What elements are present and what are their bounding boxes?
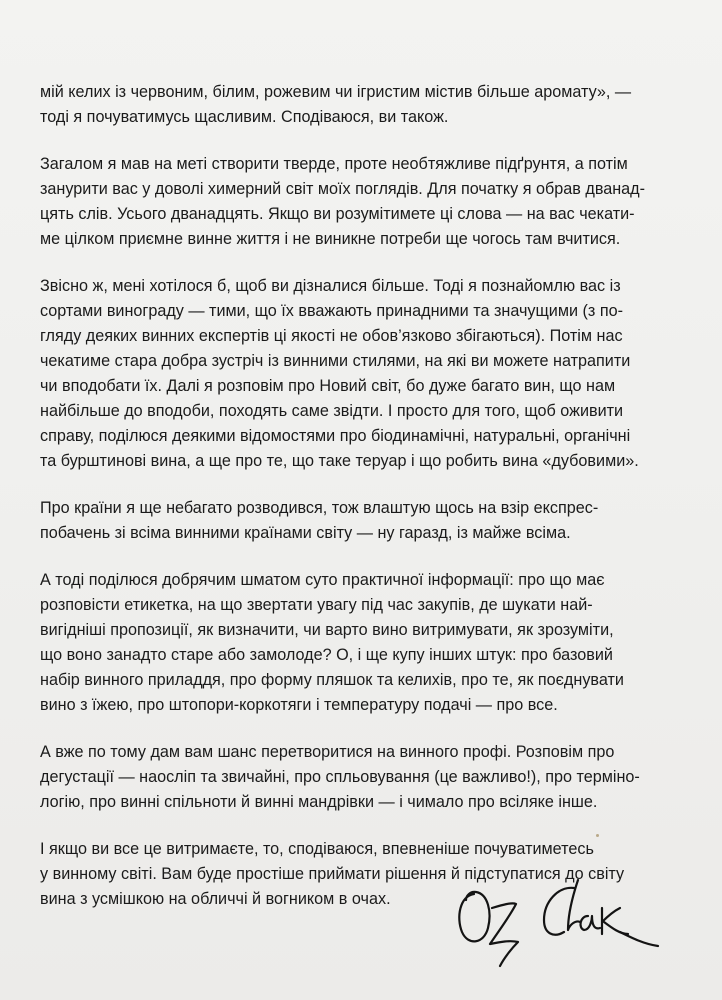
text-line: мій келих із червоним, білим, рожевим чи ігристим містив більше аромату», — [40,83,632,101]
text-line: дегустації — наосліп та звичайні, про спльовування (це важливо!), про терміно- [40,768,640,786]
text-line: чи вподобати їх. Далі я розповім про Новий світ, бо дуже багато вин, що нам [40,377,616,395]
text-line: цять слів. Усього дванадцять. Якщо ви розумітимете ці слова — на вас чекати- [40,205,635,223]
text-line: І якщо ви все це витримаєте, то, сподіваюся, впевненіше почуватиметесь [40,840,594,858]
text-line: ме цілком приємне винне життя і не виникне потреби ще чогось там вчитися. [40,230,621,248]
text-line: розповісти етикетка, на що звертати увагу під час закупів, де шукати най- [40,596,593,614]
text-line: побачень зі всіма винними країнами світу — ну гаразд, із майже всіма. [40,524,571,542]
text-line: у винному світі. Вам буде простіше приймати рішення й підступатися до світу [40,865,625,883]
body-text [40,80,690,934]
text-line: занурити вас у доволі химерний світ моїх поглядів. Для початку я обрав дванад- [40,180,646,198]
text-line: логію, про винні спільноти й винні мандрівки — і чимало про всіляке інше. [40,793,598,811]
text-line: гляду деяких винних експертів ці якості не обов’язково збігаються). Потім нас [40,327,623,345]
text-line: та бурштинові вина, а ще про те, що таке теруар і що робить вина «дубовими». [40,452,639,470]
text-line: А тоді поділюся добрячим шматом суто практичної інформації: про що має [40,571,605,589]
text-line: що воно занадто старе або замолоде? О, і ще купу інших штук: про базовий [40,646,613,664]
text-line: Звісно ж, мені хотілося б, щоб ви дізналися більше. Тоді я познайомлю вас із [40,277,621,295]
paragraph [40,152,690,252]
text-line: вина з усмішкою на обличчі й вогником в очах. [40,890,391,908]
text-line: набір винного приладдя, про форму пляшок та келихів, про те, як поєднувати [40,671,624,689]
text-line: чекатиме стара добра зустріч із винними стилями, на які ви можете натрапити [40,352,631,370]
text-line: справу, поділюся деякими відомостями про біодинамічні, натуральні, органічні [40,427,631,445]
author-signature [452,872,667,972]
paragraph [40,80,690,130]
text-line: Про країни я ще небагато розводився, тож влаштую щось на взір експрес- [40,499,599,517]
paper-speck [596,834,599,837]
text-line: вигідніші пропозиції, як визначити, чи варто вино витримувати, як зрозуміти, [40,621,614,639]
paragraph [40,496,690,546]
text-line: найбільше до вподоби, походять саме звідти. І просто для того, щоб оживити [40,402,624,420]
text-line: А вже по тому дам вам шанс перетворитися на винного профі. Розповім про [40,743,615,761]
paragraph [40,568,690,718]
text-line: вино з їжею, про штопори-коркотяги і температуру подачі — про все. [40,696,558,714]
text-line: сортами винограду — тими, що їх вважають принадними та значущими (з по- [40,302,623,320]
text-line: тоді я почуватимусь щасливим. Сподіваюся, ви також. [40,108,449,126]
text-line: Загалом я мав на меті створити тверде, проте необтяжливе підґрунтя, а потім [40,155,628,173]
paragraph [40,740,690,815]
paragraph [40,274,690,474]
